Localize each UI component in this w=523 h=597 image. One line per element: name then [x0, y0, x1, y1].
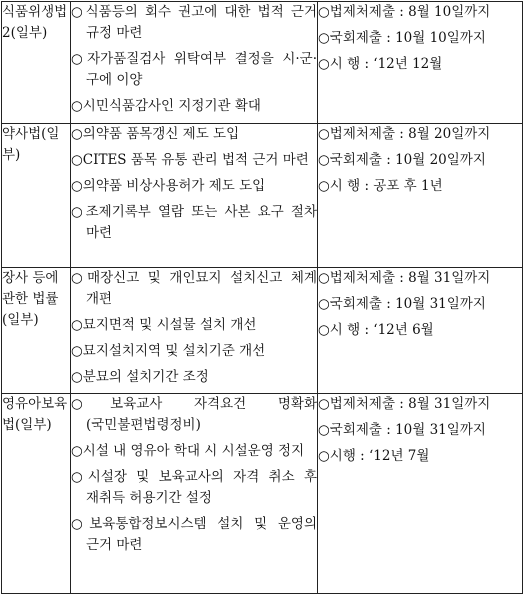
schedule-item: ○시행 : ‘12년 7월: [318, 448, 430, 464]
content-item: ○묘지설치지역 및 설치기준 개선: [71, 343, 266, 359]
schedule-item: ○법제처제출 : 8월 20일까지: [318, 126, 491, 142]
law-name: 식품위생법2(일부): [2, 2, 71, 124]
schedule-item: ○시 행 : ‘12년 6월: [318, 322, 434, 338]
content-item: ○묘지면적 및 시설물 설치 개선: [71, 317, 257, 333]
table-row: [2, 124, 523, 268]
content-item: ○의약품 품목갱신 제도 도입: [71, 126, 240, 142]
content-item: ○시민식품감사인 지정기관 확대: [71, 98, 261, 114]
legislation-schedule-table: [1, 1, 523, 594]
content-item: ○시설 내 영유아 학대 시 시설운영 정지: [71, 443, 305, 459]
law-name: 장사 등에 관한 법률(일부): [2, 268, 71, 394]
schedule-cell: [318, 2, 523, 124]
table-row: [2, 268, 523, 394]
content-item: ○분묘의 설치기간 조정: [71, 369, 209, 385]
schedule-item: ○법제처제출 : 8월 31일까지: [318, 270, 491, 286]
content-item: ○식품등의 회수 권고에 대한 법적 근거 규정 마련: [71, 4, 317, 41]
schedule-cell: [318, 268, 523, 394]
table-row: [2, 2, 523, 124]
schedule-item: ○국회제출 : 10월 31일까지: [318, 422, 486, 438]
content-item: ○의약품 비상사용허가 제도 도입: [71, 178, 266, 194]
content-item: ○CITES 품목 유통 관리 법적 근거 마련: [71, 152, 309, 168]
content-item: ○매장신고 및 개인묘지 설치신고 체계 개편: [71, 270, 317, 307]
schedule-item: ○국회제출 : 10월 10일까지: [318, 30, 486, 46]
contents-cell: [71, 394, 318, 594]
content-item: ○조제기록부 열람 또는 사본 요구 절차 마련: [71, 204, 317, 241]
content-item: ○보육교사 자격요건 명확화(국민불편법령정비): [71, 396, 317, 433]
schedule-item: ○시 행 : ‘12년 12월: [318, 56, 443, 72]
schedule-cell: [318, 394, 523, 594]
content-item: ○자가품질검사 위탁여부 결정을 시·군·구에 이양: [71, 51, 317, 88]
content-item: ○시설장 및 보육교사의 자격 취소 후 재취득 허용기간 설정: [71, 469, 317, 506]
content-item: ○보육통합정보시스템 설치 및 운영의 근거 마련: [71, 516, 317, 553]
law-name: 약사법(일부): [2, 124, 71, 268]
schedule-item: ○국회제출 : 10월 31일까지: [318, 296, 486, 312]
schedule-item: ○법제처제출 : 8월 10일까지: [318, 4, 491, 20]
law-name: 영유아보육법(일부): [2, 394, 71, 594]
schedule-item: ○국회제출 : 10월 20일까지: [318, 152, 486, 168]
schedule-item: ○법제처제출 : 8월 31일까지: [318, 396, 491, 412]
contents-cell: [71, 268, 318, 394]
schedule-item: ○시 행 : 공포 후 1년: [318, 178, 443, 194]
schedule-cell: [318, 124, 523, 268]
table-row: [2, 394, 523, 594]
contents-cell: [71, 124, 318, 268]
contents-cell: [71, 2, 318, 124]
